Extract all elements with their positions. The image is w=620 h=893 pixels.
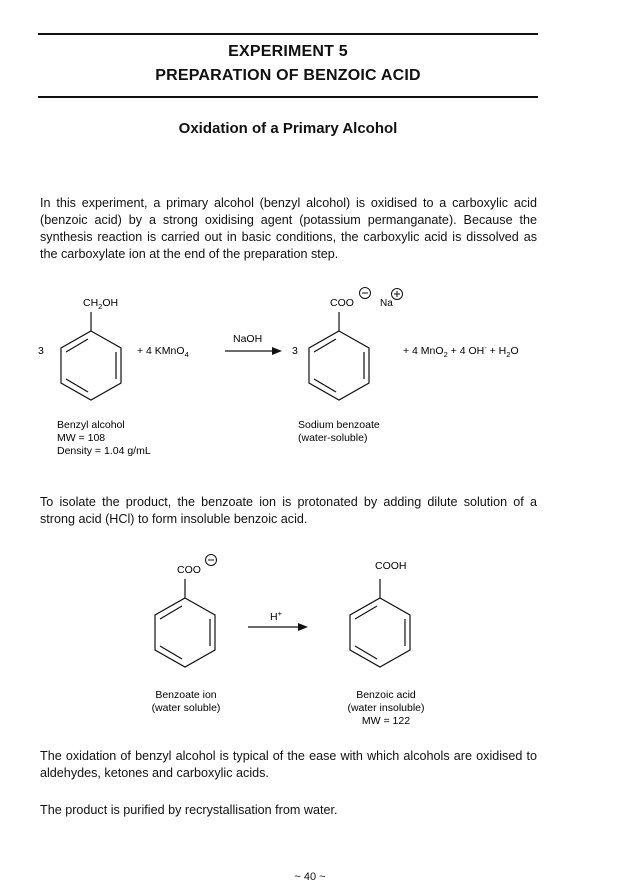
ch2oh-label: $CH_2OH$ xyxy=(83,297,119,311)
benzoic-acid-structure xyxy=(350,579,410,667)
negative-charge-icon xyxy=(360,288,371,299)
isolation-paragraph: To isolate the product, the benzoate ion is protonated by adding dilute solution of a strong acid (HCl) to form insoluble benzoic acid. xyxy=(40,495,537,526)
benzyl-alcohol-mw: MW = 108 xyxy=(57,432,106,444)
oxidation-reaction-scheme xyxy=(0,280,620,465)
reaction-arrow-2 xyxy=(248,623,308,631)
coefficient-right: 3 xyxy=(292,345,298,357)
positive-charge-icon xyxy=(392,289,403,300)
top-rule xyxy=(38,33,538,35)
reaction-arrow-1 xyxy=(225,347,282,355)
benzyl-alcohol-name: Benzyl alcohol xyxy=(57,419,125,431)
benzoate-ion-name: Benzoate ion xyxy=(155,689,217,701)
benzoate-ion-note: (water soluble) xyxy=(151,702,221,714)
proton-reagent: H+ xyxy=(270,609,282,623)
naoh-reagent: NaOH xyxy=(233,333,263,345)
sodium-label: Na xyxy=(380,298,393,309)
benzoic-acid-mw: MW = 122 xyxy=(361,715,411,727)
benzoate-negative-charge-icon xyxy=(206,555,217,566)
cooh-label: COOH xyxy=(375,560,407,572)
kmno4-term: + 4 KMnO$_4$ xyxy=(137,345,189,359)
page-number: ~ 40 ~ xyxy=(294,871,326,883)
benzoate-carboxylate-label: COO xyxy=(177,564,201,576)
benzyl-alcohol-density: Density = 1.04 g/mL xyxy=(57,445,151,457)
section-subtitle: Oxidation of a Primary Alcohol xyxy=(178,120,398,137)
protonation-reaction-scheme xyxy=(0,545,620,730)
sodium-benzoate-note: (water-soluble) xyxy=(298,432,368,444)
benzoate-ion-structure xyxy=(155,579,215,667)
sodium-benzoate-structure xyxy=(309,312,369,400)
benzoic-acid-note: (water insoluble) xyxy=(347,702,425,714)
title-rule xyxy=(38,96,538,98)
experiment-number: EXPERIMENT 5 xyxy=(228,43,348,60)
page-title: PREPARATION OF BENZOIC ACID xyxy=(155,67,421,84)
oxidation-note-paragraph: The oxidation of benzyl alcohol is typical of the ease with which alcohols are oxidised to aldehydes, ketones and carboxylic acids. xyxy=(40,749,537,780)
carboxylate-label: COO xyxy=(330,297,354,309)
purification-paragraph: The product is purified by recrystallisation from water. xyxy=(40,803,338,817)
benzoic-acid-name: Benzoic acid xyxy=(356,689,416,701)
products-term: + 4 MnO$_2$ + 4 $OH^- + H_2O$ xyxy=(403,343,519,359)
intro-paragraph: In this experiment, a primary alcohol (benzyl alcohol) is oxidised to a carboxylic acid (benzoic acid) by a strong oxidising agent (potassium permanganate). Because the synthesis reaction is carried out in basic conditions, the carboxylic acid is dissolved as the carboxylate ion at the end of the preparation step. xyxy=(40,196,537,261)
coefficient-left: 3 xyxy=(38,345,44,357)
sodium-benzoate-name: Sodium benzoate xyxy=(298,419,380,431)
benzyl-alcohol-structure xyxy=(61,312,121,400)
